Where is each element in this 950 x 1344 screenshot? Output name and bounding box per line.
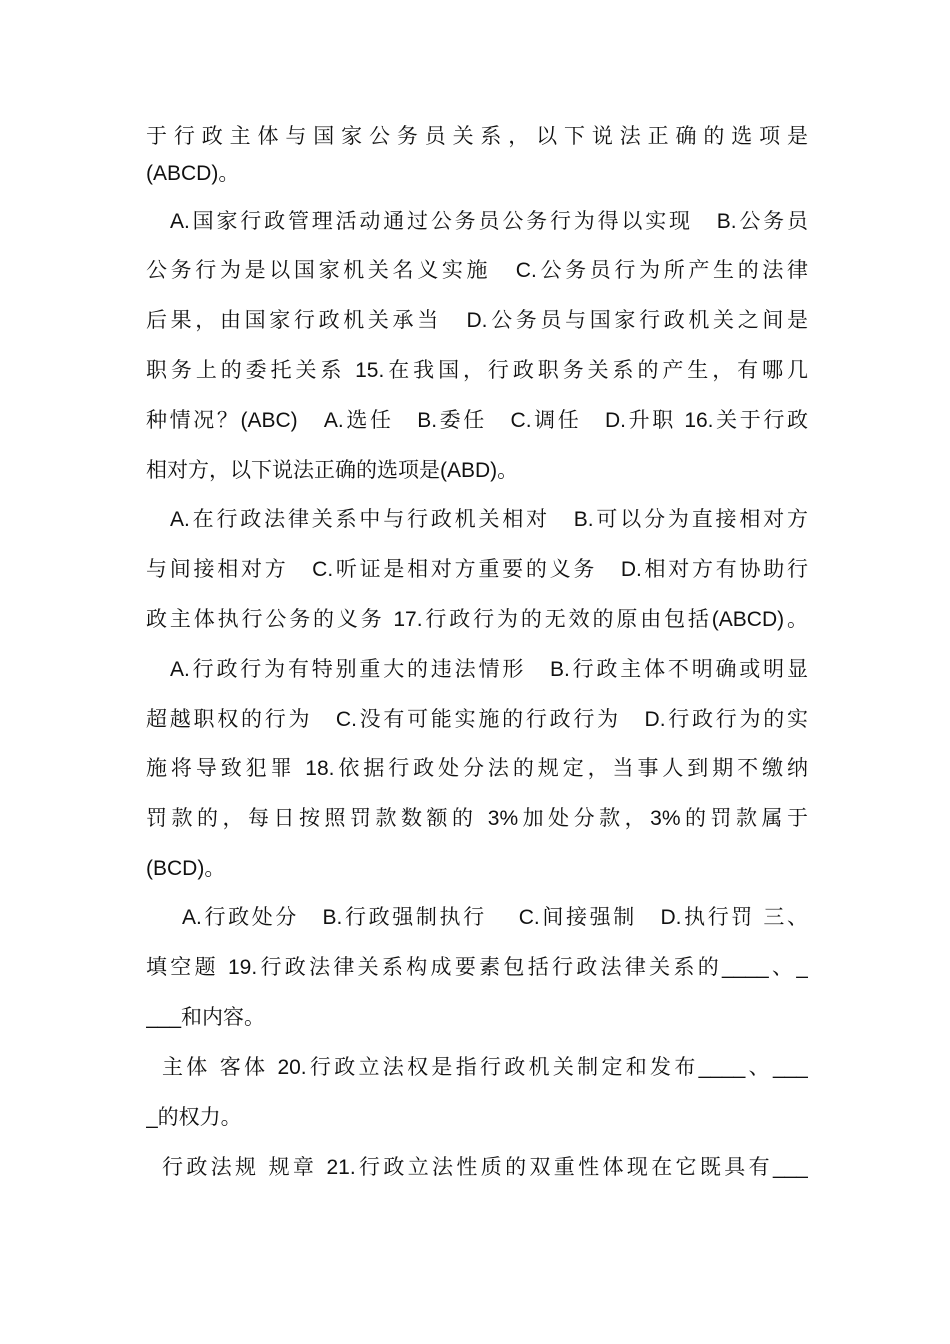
text-line: (ABCD)。 bbox=[146, 162, 240, 185]
text-line: 施将导致犯罪 18.依据行政处分法的规定，当事人到期不缴纳 bbox=[146, 757, 808, 780]
text-line: 政主体执行公务的义务 17.行政行为的无效的原由包括(ABCD)。 bbox=[146, 608, 808, 631]
text-line: ___和内容。 bbox=[146, 1006, 266, 1029]
text-line: 种情况？(ABC) A.选任 B.委任 C.调任 D.升职 16.关于行政 bbox=[146, 409, 808, 432]
text-line: 后果，由国家行政机关承当 D.公务员与国家行政机关之间是 bbox=[146, 309, 808, 332]
text-line: _的权力。 bbox=[146, 1106, 242, 1129]
text-line: (BCD)。 bbox=[146, 857, 226, 880]
text-line: A.行政行为有特别重大的违法情形 B.行政主体不明确或明显 bbox=[170, 658, 808, 681]
text-line: 行政法规 规章 21.行政立法性质的双重性体现在它既具有___ bbox=[162, 1156, 808, 1179]
text-line: A.行政处分 B.行政强制执行 C.间接强制 D.执行罚 三、 bbox=[182, 906, 808, 929]
text-line: A.国家行政管理活动通过公务员公务行为得以实现 B.公务员 bbox=[170, 210, 808, 233]
text-line: 罚款的，每日按照罚款数额的 3%加处分款，3%的罚款属于 bbox=[146, 807, 808, 830]
text-line: A.在行政法律关系中与行政机关相对 B.可以分为直接相对方 bbox=[170, 508, 808, 531]
text-line: 于行政主体与国家公务员关系，以下说法正确的选项是 bbox=[146, 125, 808, 148]
text-line: 职务上的委托关系 15.在我国，行政职务关系的产生，有哪几 bbox=[146, 359, 808, 382]
text-line: 公务行为是以国家机关名义实施 C.公务员行为所产生的法律 bbox=[146, 259, 808, 282]
text-line: 填空题 19.行政法律关系构成要素包括行政法律关系的____、_ bbox=[146, 956, 808, 979]
text-line: 相对方，以下说法正确的选项是(ABD)。 bbox=[146, 459, 519, 482]
text-line: 主体 客体 20.行政立法权是指行政机关制定和发布____、___ bbox=[162, 1056, 808, 1079]
text-line: 超越职权的行为 C.没有可能实施的行政行为 D.行政行为的实 bbox=[146, 708, 808, 731]
text-line: 与间接相对方 C.听证是相对方重要的义务 D.相对方有协助行 bbox=[146, 558, 808, 581]
